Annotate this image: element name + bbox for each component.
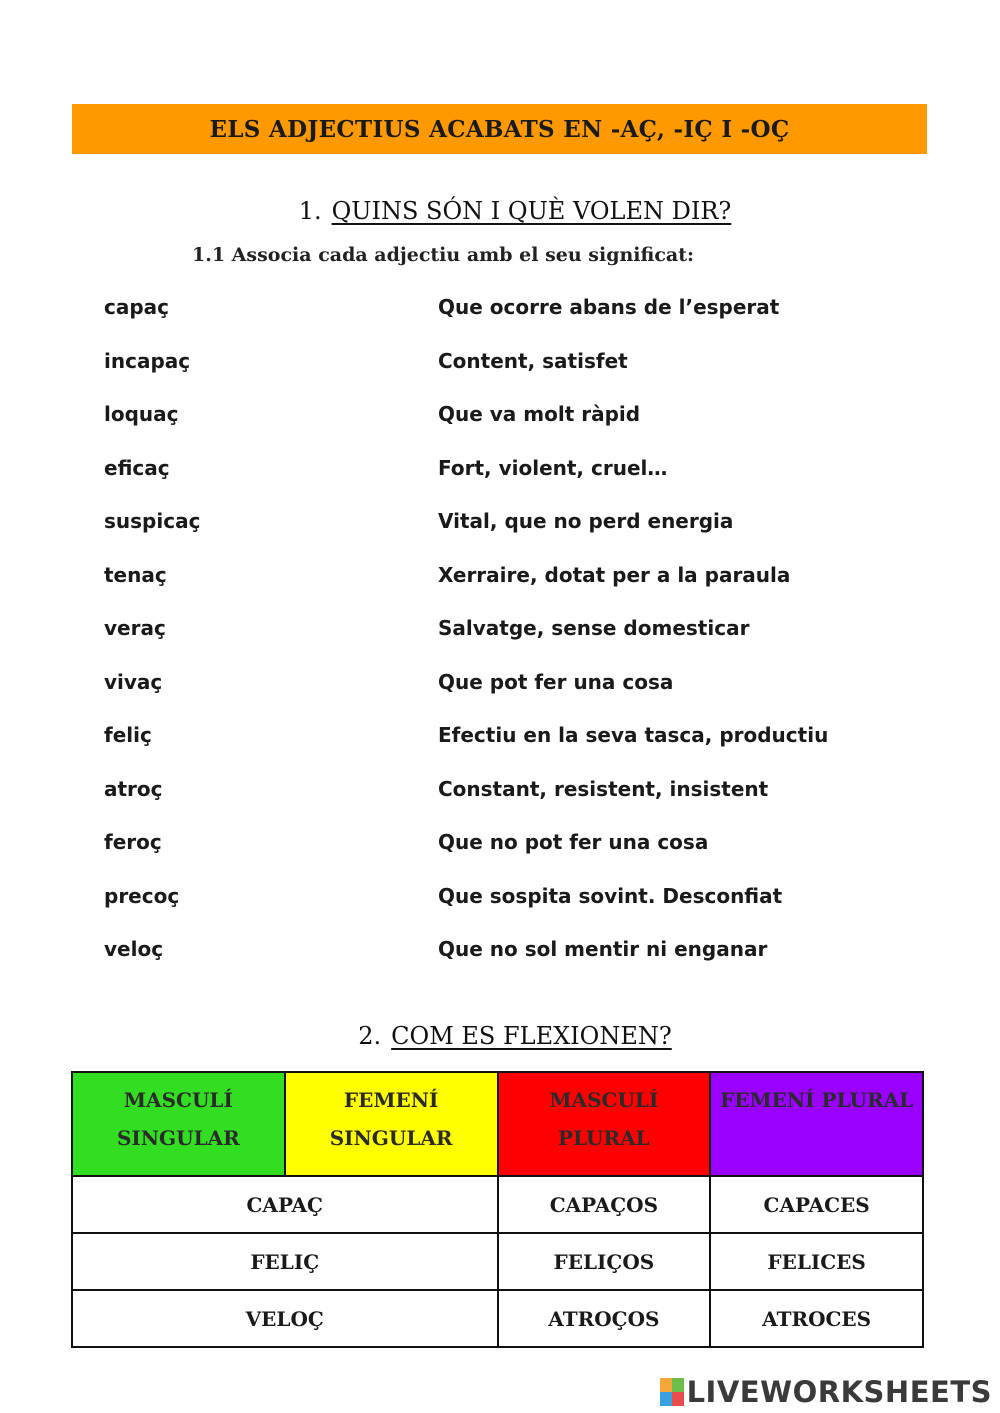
liveworksheets-branding[interactable] xyxy=(660,1375,992,1409)
section-1-number: 1. xyxy=(298,197,322,225)
match-row xyxy=(104,456,944,486)
header-line: SINGULAR xyxy=(116,1126,240,1150)
adjective-item[interactable]: tenaç xyxy=(104,563,167,587)
adjective-item[interactable]: incapaç xyxy=(104,349,191,373)
match-row xyxy=(104,884,944,914)
definition-item[interactable]: Que va molt ràpid xyxy=(438,402,641,426)
match-row xyxy=(104,402,944,432)
table-row xyxy=(72,1290,923,1347)
adjective-item[interactable]: suspicaç xyxy=(104,509,201,533)
match-row xyxy=(104,349,944,379)
match-row xyxy=(104,295,944,325)
definition-item[interactable]: Que no pot fer una cosa xyxy=(438,830,709,854)
instruction-1-1: 1.1 Associa cada adjectiu amb el seu significat: xyxy=(192,244,694,266)
header-line: PLURAL xyxy=(558,1126,650,1150)
table-cell-fem-plural: CAPACES xyxy=(710,1176,923,1233)
match-row xyxy=(104,937,944,967)
table-header-row xyxy=(72,1072,923,1176)
adjective-item[interactable]: atroç xyxy=(104,777,163,801)
match-row xyxy=(104,616,944,646)
definition-item[interactable]: Efectiu en la seva tasca, productiu xyxy=(438,723,829,747)
header-line: SINGULAR xyxy=(329,1126,453,1150)
adjective-item[interactable]: eficaç xyxy=(104,456,170,480)
table-cell-singular: FELIÇ xyxy=(72,1233,498,1290)
header-line: MASCULÍ xyxy=(549,1088,659,1112)
definition-item[interactable]: Que no sol mentir ni enganar xyxy=(438,937,768,961)
match-row xyxy=(104,777,944,807)
header-masculine-plural xyxy=(498,1072,711,1176)
header-line: MASCULÍ xyxy=(123,1088,233,1112)
match-row xyxy=(104,509,944,539)
match-row xyxy=(104,563,944,593)
definition-item[interactable]: Xerraire, dotat per a la paraula xyxy=(438,563,791,587)
definition-item[interactable]: Vital, que no perd energia xyxy=(438,509,734,533)
definition-item[interactable]: Que sospita sovint. Desconfiat xyxy=(438,884,783,908)
adjective-item[interactable]: feliç xyxy=(104,723,152,747)
adjective-item[interactable]: vivaç xyxy=(104,670,163,694)
header-line: FEMENÍ PLURAL xyxy=(720,1088,914,1112)
header-feminine-singular xyxy=(285,1072,498,1176)
definition-item[interactable]: Content, satisfet xyxy=(438,349,628,373)
inflection-table xyxy=(71,1071,924,1348)
brand-name: LIVEWORKSHEETS xyxy=(686,1375,992,1409)
match-row xyxy=(104,830,944,860)
table-row xyxy=(72,1176,923,1233)
table-row xyxy=(72,1233,923,1290)
table-cell-singular: CAPAÇ xyxy=(72,1176,498,1233)
table-cell-fem-plural: FELICES xyxy=(710,1233,923,1290)
section-2-heading xyxy=(15,1022,1000,1050)
adjective-item[interactable]: precoç xyxy=(104,884,180,908)
definition-item[interactable]: Salvatge, sense domesticar xyxy=(438,616,750,640)
liveworksheets-logo-icon xyxy=(660,1378,684,1406)
adjective-item[interactable]: veraç xyxy=(104,616,166,640)
header-feminine-plural xyxy=(710,1072,923,1176)
match-row xyxy=(104,670,944,700)
table-cell-masc-plural: FELIÇOS xyxy=(498,1233,711,1290)
adjective-item[interactable]: loquaç xyxy=(104,402,179,426)
table-cell-masc-plural: ATROÇOS xyxy=(498,1290,711,1347)
header-masculine-singular xyxy=(72,1072,285,1176)
page-title: ELS ADJECTIUS ACABATS EN -AÇ, -IÇ I -OÇ xyxy=(72,104,927,154)
section-1-heading xyxy=(15,197,1000,225)
table-cell-singular: VELOÇ xyxy=(72,1290,498,1347)
table-cell-masc-plural: CAPAÇOS xyxy=(498,1176,711,1233)
definition-item[interactable]: Fort, violent, cruel… xyxy=(438,456,668,480)
header-line: FEMENÍ xyxy=(343,1088,439,1112)
section-2-title: COM ES FLEXIONEN? xyxy=(391,1022,672,1050)
section-1-title: QUINS SÓN I QUÈ VOLEN DIR? xyxy=(331,197,732,225)
definition-item[interactable]: Que ocorre abans de l’esperat xyxy=(438,295,780,319)
match-row xyxy=(104,723,944,753)
adjective-item[interactable]: feroç xyxy=(104,830,162,854)
adjective-item[interactable]: capaç xyxy=(104,295,170,319)
definition-item[interactable]: Que pot fer una cosa xyxy=(438,670,674,694)
section-2-number: 2. xyxy=(358,1022,382,1050)
adjective-item[interactable]: veloç xyxy=(104,937,164,961)
table-cell-fem-plural: ATROCES xyxy=(710,1290,923,1347)
definition-item[interactable]: Constant, resistent, insistent xyxy=(438,777,769,801)
